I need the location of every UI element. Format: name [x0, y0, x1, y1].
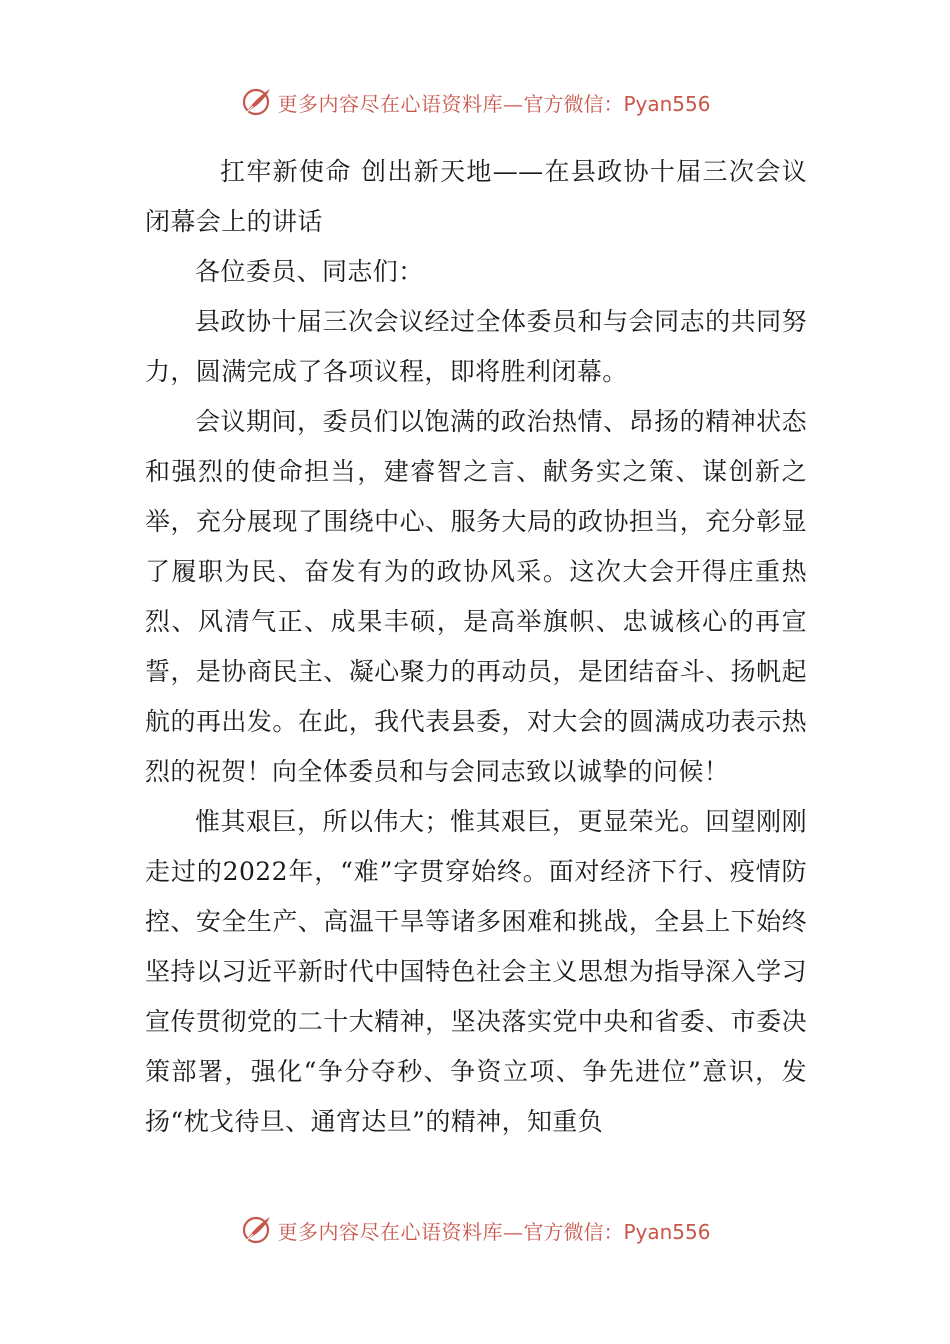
contact-text: 官方微信：Pyan556: [523, 1219, 711, 1244]
paragraph-1: 县政协十届三次会议经过全体委员和与会同志的共同努力，圆满完成了各项议程，即将胜利闭幕。: [145, 307, 807, 386]
quill-logo-icon: [239, 1213, 273, 1247]
quill-logo-icon: [239, 85, 273, 119]
contact-text: 官方微信：Pyan556: [523, 91, 711, 116]
promo-text: 更多内容尽在心语资料库—: [277, 91, 524, 116]
paragraph-2: 会议期间，委员们以饱满的政治热情、昂扬的精神状态和强烈的使命担当，建睿智之言、献务实之策、谋创新之举，充分展现了围绕中心、服务大局的政协担当，充分彰显了履职为民、奋发有为的政协风采。这次大会开得庄重热烈、风清气正、成果丰硕，是高举旗帜、忠诚核心的再宣誓，是协商民主、凝心聚力的再动员，是团结奋斗、扬帆起航的再出发。在此，我代表县委，对大会的圆满成功表示热烈的祝贺！向全体委员和与会同志致以诚挚的问候！: [145, 407, 807, 786]
document-body: [145, 147, 807, 1147]
promo-text: 更多内容尽在心语资料库—: [277, 1219, 524, 1244]
footer-watermark-banner: [0, 1210, 950, 1250]
paragraph-salutation: 各位委员、同志们：: [195, 257, 424, 286]
header-watermark-banner: [0, 82, 950, 122]
document-title: 扛牢新使命 创出新天地——在县政协十届三次会议闭幕会上的讲话: [145, 157, 807, 236]
paragraph-3: 惟其艰巨，所以伟大；惟其艰巨，更显荣光。回望刚刚走过的2022年，“难”字贯穿始终。面对经济下行、疫情防控、安全生产、高温干旱等诸多困难和挑战，全县上下始终坚持以习近平新时代中国特色社会主义思想为指导深入学习宣传贯彻党的二十大精神，坚决落实党中央和省委、市委决策部署，强化“争分夺秒、争资立项、争先进位”意识，发扬“枕戈待旦、通宵达旦”的精神，知重负: [145, 807, 807, 1136]
